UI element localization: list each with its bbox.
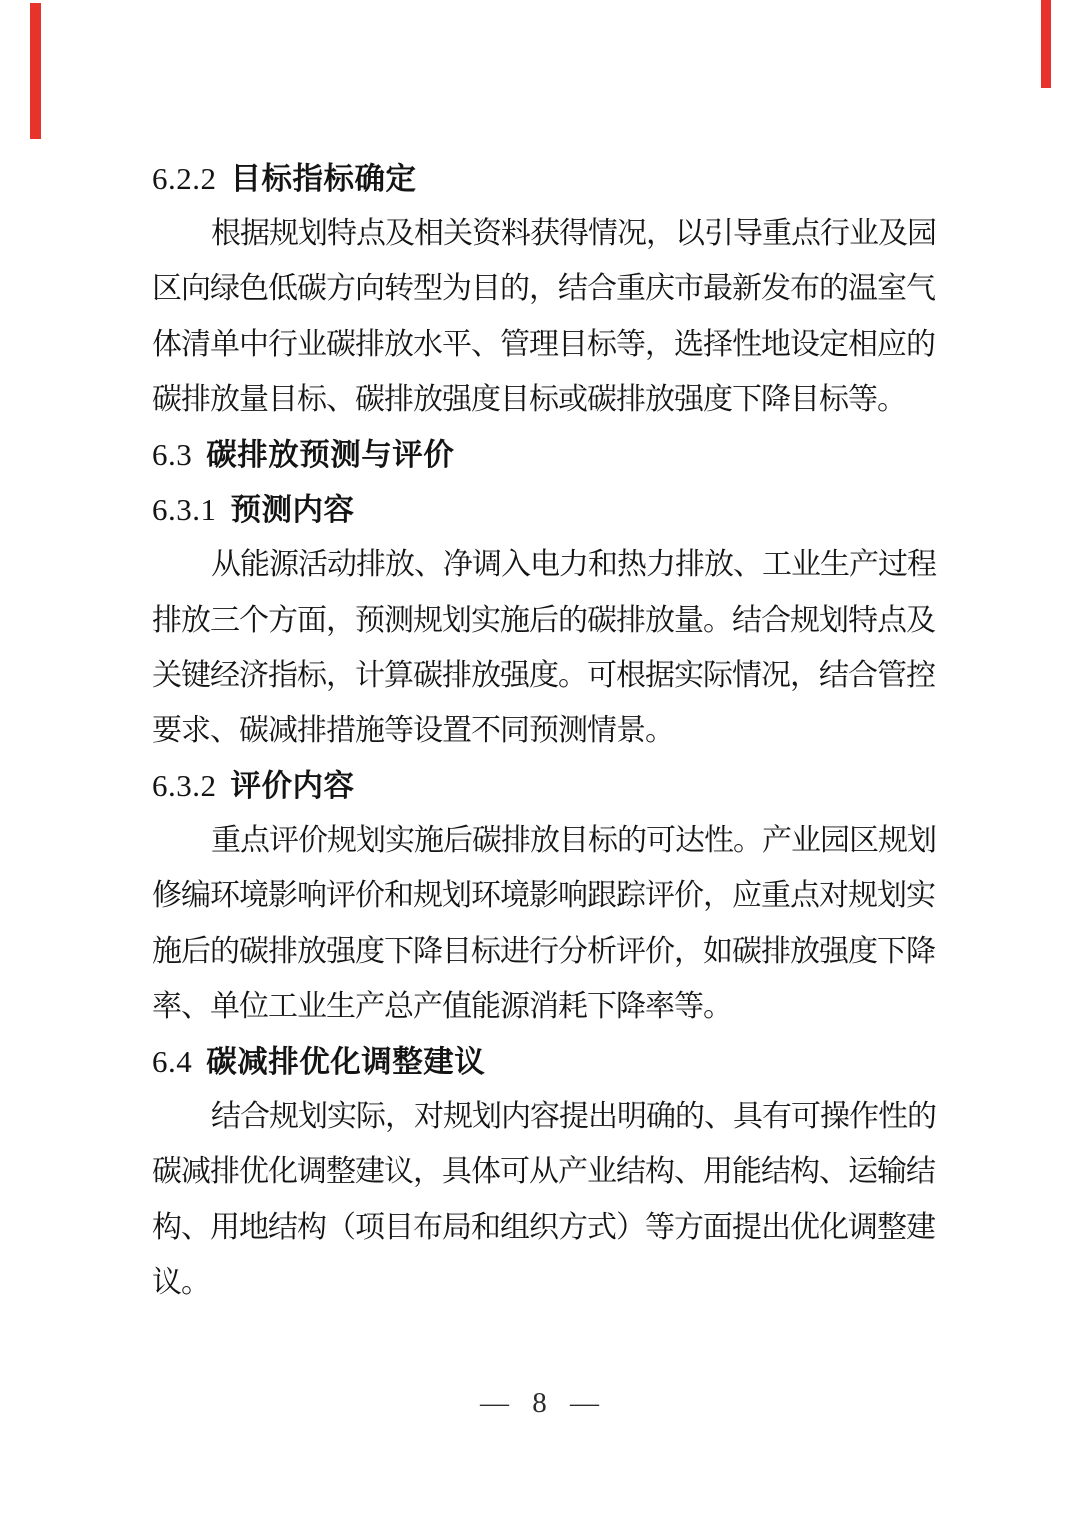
- paragraph-line: 率、单位工业生产总产值能源消耗下降率等。: [152, 989, 732, 1023]
- red-edge-mark-left: [30, 3, 41, 139]
- section-title: 碳排放预测与评价: [206, 437, 455, 472]
- paragraph-line: 根据规划特点及相关资料获得情况，以引导重点行业及园: [211, 217, 936, 251]
- paragraph-line: 碳排放量目标、碳排放强度目标或碳排放强度下降目标等。: [152, 382, 906, 416]
- section-heading-6-3-2: [152, 758, 938, 813]
- section-heading-6-3: [152, 427, 938, 482]
- paragraph-line: 碳减排优化调整建议，具体可从产业结构、用能结构、运输结: [152, 1155, 935, 1189]
- paragraph-line: 排放三个方面，预测规划实施后的碳排放量。结合规划特点及: [152, 603, 935, 637]
- section-title: 评价内容: [230, 769, 355, 804]
- paragraph-line: 结合规划实际，对规划内容提出明确的、具有可操作性的: [211, 1100, 936, 1134]
- paragraph-line: 关键经济指标，计算碳排放强度。可根据实际情况，结合管控: [152, 658, 935, 692]
- paragraph-line: 修编环境影响评价和规划环境影响跟踪评价，应重点对规划实: [152, 879, 935, 913]
- page-number: — 8 —: [480, 1387, 600, 1419]
- section-title: 预测内容: [230, 493, 355, 528]
- section-title: 碳减排优化调整建议: [206, 1045, 486, 1079]
- section-heading-6-2-2: [152, 151, 938, 206]
- paragraph-line: 体清单中行业碳排放水平、管理目标等，选择性地设定相应的: [152, 327, 935, 361]
- section-number: 6.2.2: [152, 161, 217, 196]
- section-heading-6-4: [152, 1034, 938, 1089]
- paragraph-line: 构、用地结构（项目布局和组织方式）等方面提出优化调整建: [152, 1210, 935, 1244]
- paragraph-line: 重点评价规划实施后碳排放目标的可达性。产业园区规划: [211, 824, 936, 858]
- paragraph-line: 区向绿色低碳方向转型为目的，结合重庆市最新发布的温室气: [152, 272, 935, 306]
- paragraph-line: 从能源活动排放、净调入电力和热力排放、工业生产过程: [211, 548, 936, 582]
- paragraph-line: 施后的碳排放强度下降目标进行分析评价，如碳排放强度下降: [152, 934, 935, 968]
- document-body: [152, 151, 938, 1310]
- section-number: 6.3: [152, 436, 193, 472]
- paragraph-line: 议。: [152, 1265, 210, 1299]
- section-title: 目标指标确定: [230, 162, 417, 196]
- section-heading-6-3-1: [152, 482, 938, 537]
- section-number: 6.3.2: [152, 768, 217, 804]
- red-edge-mark-right: [1041, 0, 1051, 88]
- section-number: 6.4: [152, 1044, 193, 1079]
- section-number: 6.3.1: [152, 492, 217, 528]
- paragraph-line: 要求、碳减排措施等设置不同预测情景。: [152, 713, 674, 747]
